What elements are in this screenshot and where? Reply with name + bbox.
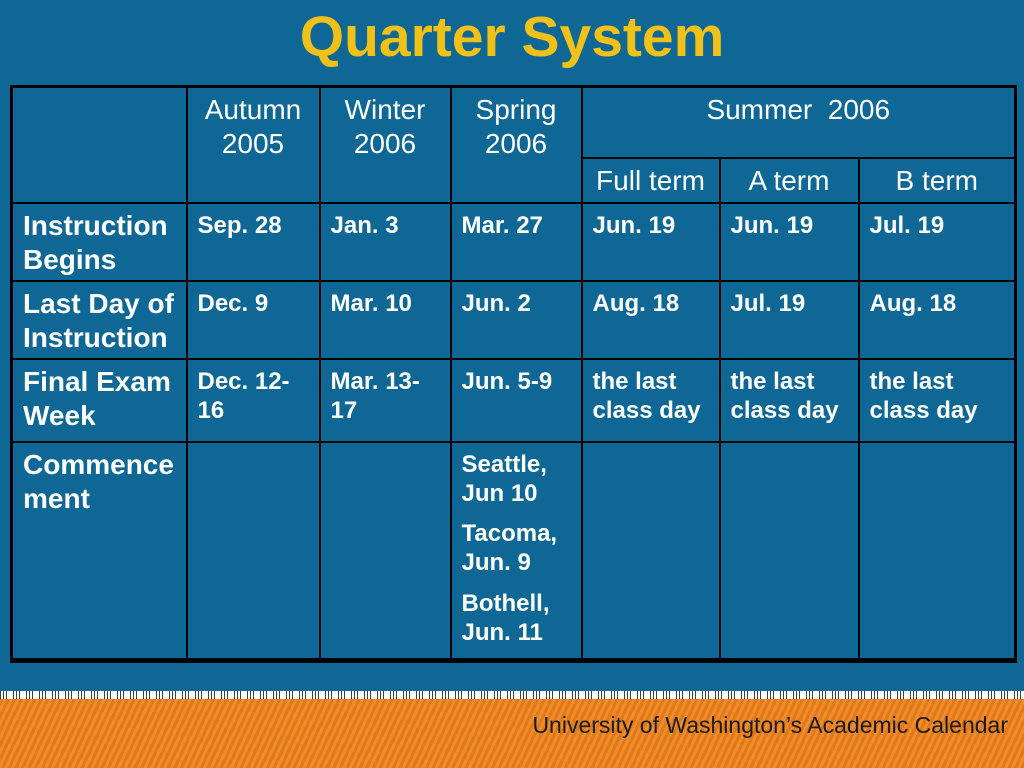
- table-cell: Jan. 3: [320, 203, 451, 281]
- column-header-spring: Spring 2006: [451, 87, 582, 203]
- column-header-winter: Winter 2006: [320, 87, 451, 203]
- column-header-full-term: Full term: [582, 158, 720, 203]
- table-cell: Mar. 10: [320, 281, 451, 359]
- footer-band: [0, 699, 1024, 768]
- footer-caption: University of Washington’s Academic Calendar: [532, 712, 1008, 738]
- slide-title: Quarter System: [299, 5, 725, 69]
- column-header-b-term: B term: [859, 158, 1016, 203]
- table-cell: Jun. 5-9: [451, 359, 582, 442]
- table-cell: Aug. 18: [582, 281, 720, 359]
- table-cell: the last class day: [582, 359, 720, 442]
- table-cell: Mar. 13-17: [320, 359, 451, 442]
- table-cell: the last class day: [859, 359, 1016, 442]
- table-cell: Aug. 18: [859, 281, 1016, 359]
- table-cell: Mar. 27: [451, 203, 582, 281]
- table-row-final-exam-week: [12, 359, 1016, 442]
- commencement-tacoma: Tacoma, Jun. 9: [461, 520, 558, 577]
- table-cell: [187, 442, 320, 661]
- table-cell: Dec. 9: [187, 281, 320, 359]
- commencement-seattle: Seattle, Jun 10: [461, 450, 547, 507]
- table-cell: [720, 442, 859, 661]
- table-cell: Jul. 19: [859, 203, 1016, 281]
- row-label: Last Day of Instruction: [12, 281, 187, 359]
- table-row-instruction-begins: [12, 203, 1016, 281]
- commencement-bothell: Bothell, Jun. 11: [461, 589, 550, 646]
- table-header-row-seasons: [12, 87, 1016, 158]
- column-header-a-term: A term: [720, 158, 859, 203]
- table-row-last-day-of-instruction: [12, 281, 1016, 359]
- table-cell: Sep. 28: [187, 203, 320, 281]
- row-label: Final Exam Week: [12, 359, 187, 442]
- column-header-summer: Summer 2006: [582, 87, 1016, 158]
- table-row-commencement: [12, 442, 1016, 661]
- column-header-autumn: Autumn 2005: [187, 87, 320, 203]
- row-label: Instruction Begins: [12, 203, 187, 281]
- table-cell: Jun. 19: [720, 203, 859, 281]
- corner-cell: [12, 87, 187, 203]
- table-cell: [320, 442, 451, 661]
- table-cell: Dec. 12-16: [187, 359, 320, 442]
- table-cell-commencement-spring: [451, 442, 582, 661]
- academic-calendar-table: [10, 85, 1017, 663]
- dashed-divider-strip: [0, 691, 1024, 699]
- table-cell: [859, 442, 1016, 661]
- row-label: Commencement: [12, 442, 187, 661]
- table-cell: the last class day: [720, 359, 859, 442]
- table-cell: Jul. 19: [720, 281, 859, 359]
- table-cell: Jun. 19: [582, 203, 720, 281]
- table-cell: [582, 442, 720, 661]
- table-cell: Jun. 2: [451, 281, 582, 359]
